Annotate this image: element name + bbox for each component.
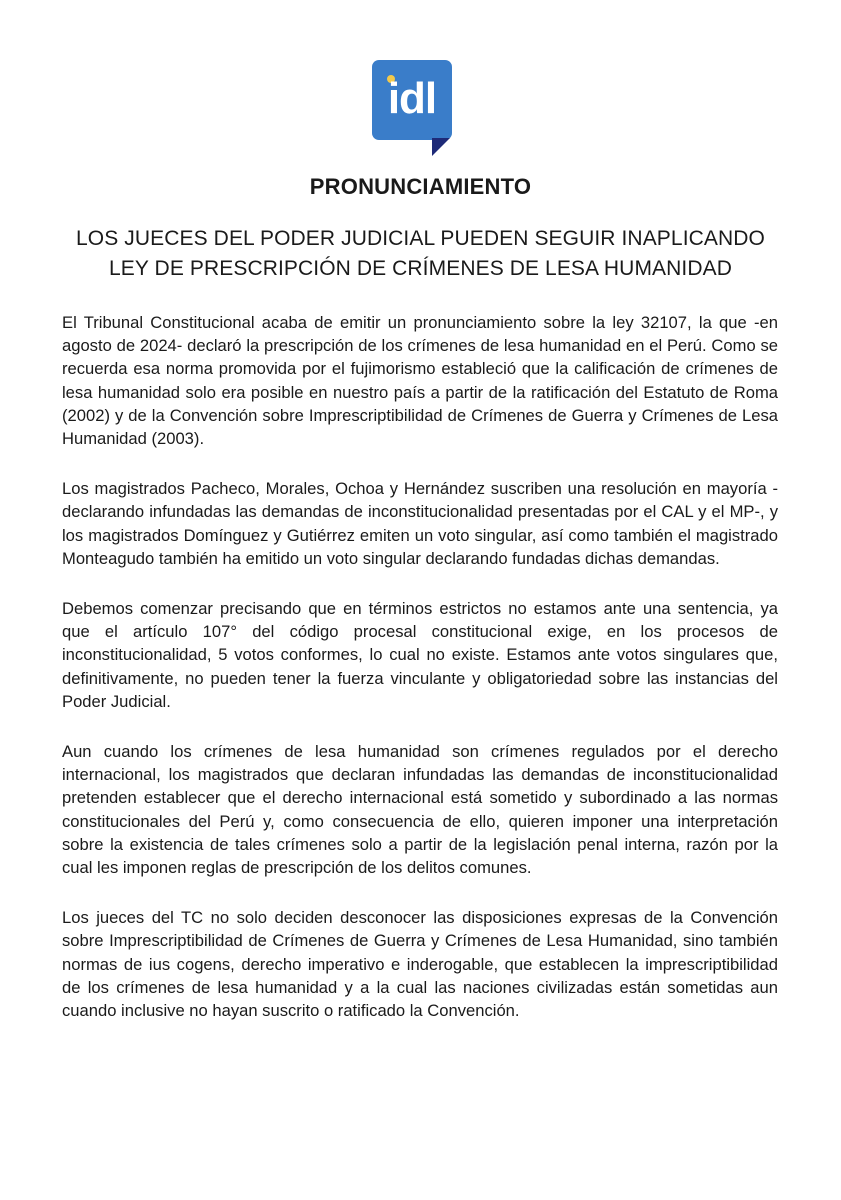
paragraph-3: Debemos comenzar precisando que en términos estrictos no estamos ante una sentencia, ya que el artículo 107° del código procesal constitucional exige, en los procesos de inconstitucionalidad, 5 votos conformes, lo cual no existe. Estamos ante votos singulares que, definitivamente, no pueden tener la fuerza vinculante y obligatoriedad sobre las instancias del Poder Judicial.	[62, 599, 778, 711]
paragraph-2: Los magistrados Pacheco, Morales, Ochoa y Hernández suscriben una resolución en mayoría -declarando infundadas las demandas de inconstitucionalidad presentadas por el CAL y el MP-, y los magistrados Domínguez y Gutiérrez emiten un voto singular, así como también el magistrado Monteagudo también ha emitido un voto singular declarando fundadas dichas demandas.	[62, 479, 778, 568]
subtitle-line-1: LOS JUECES DEL PODER JUDICIAL PUEDEN SEGUIR INAPLICANDO	[76, 227, 765, 250]
subtitle-line-2: LEY DE PRESCRIPCIÓN DE CRÍMENES DE LESA HUMANIDAD	[109, 257, 732, 280]
paragraph-1: El Tribunal Constitucional acaba de emitir un pronunciamiento sobre la ley 32107, la que -en agosto de 2024- declaró la prescripción de los crímenes de lesa humanidad en el Perú. Como se recuerda esa norma promovida por el fujimorismo estableció que la calificación de crímenes de lesa humanidad solo era posible en nuestro país a partir de la ratificación del Estatuto de Roma (2002) y de la Convención sobre Imprescriptibilidad de Crímenes de Guerra y Crímenes de Lesa Humanidad (2003).	[62, 313, 778, 449]
statement-body	[62, 311, 778, 1049]
idl-logo	[372, 60, 454, 158]
page-title: PRONUNCIAMIENTO	[309, 174, 532, 199]
subtitle	[0, 224, 841, 284]
paragraph-5: Los jueces del TC no solo deciden desconocer las disposiciones expresas de la Convención sobre Imprescriptibilidad de Crímenes de Guerra y Crímenes de Lesa Humanidad, sino también normas de ius cogens, derecho imperativo e inderogable, que establecen la imprescriptibilidad de los crímenes de lesa humanidad y a la cual las naciones civilizadas están sometidas aun cuando inclusive no hayan suscrito o ratificado la Convención.	[62, 908, 778, 1021]
logo-text: idl	[387, 74, 437, 123]
logo-tail	[432, 138, 450, 156]
paragraph-4: Aun cuando los crímenes de lesa humanidad son crímenes regulados por el derecho internacional, los magistrados que declaran infundadas las demandas de inconstitucionalidad pretenden establecer que el derecho internacional está sometido y subordinado a las normas constitucionales del Perú y, como consecuencia de ello, quieren imponer una interpretación sobre la existencia de tales crímenes solo a partir de la legislación penal interna, razón por la cual les imponen reglas de prescripción de los delitos comunes.	[62, 742, 778, 878]
